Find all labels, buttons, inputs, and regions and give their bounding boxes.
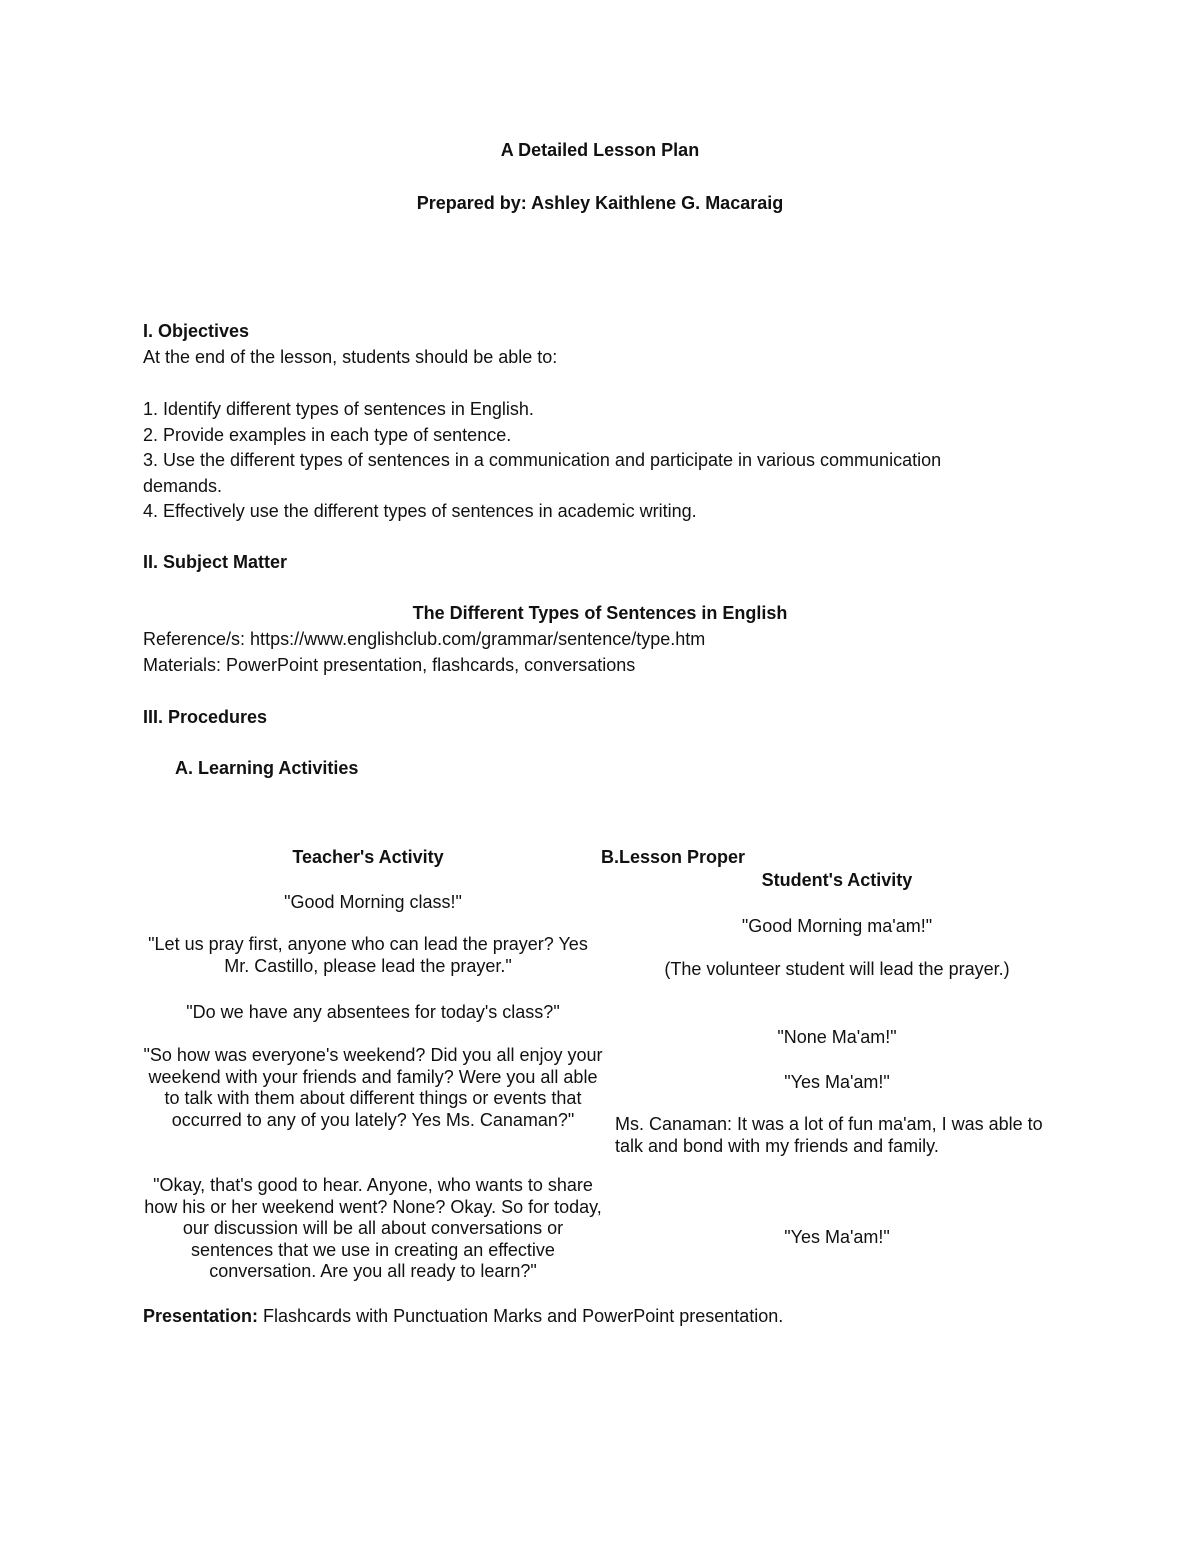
objective-item: 1. Identify different types of sentences in English. xyxy=(143,399,534,419)
document-title: A Detailed Lesson Plan xyxy=(500,140,700,160)
student-activity-heading: Student's Activity xyxy=(761,870,913,890)
subject-matter-heading: II. Subject Matter xyxy=(143,552,288,572)
lesson-topic: The Different Types of Sentences in English xyxy=(412,603,788,623)
learning-activities-heading: A. Learning Activities xyxy=(175,758,359,778)
teacher-line: "Good Morning class!" xyxy=(284,892,462,912)
reference-line: Reference/s: https://www.englishclub.com/grammar/sentence/type.htm xyxy=(143,629,706,649)
teacher-line: "So how was everyone's weekend? Did you all enjoy your weekend with your friends and family? Were you all able to talk with them about different things or events that occurred to any of you lately? Yes Ms. Canaman?" xyxy=(143,1045,603,1130)
teacher-line: "Okay, that's good to hear. Anyone, who wants to share how his or her weekend went? None? Okay. So for today, our discussion will be all about conversations or sentences that we use in creating an effective conversation. Are you all ready to learn?" xyxy=(144,1175,602,1281)
objectives-intro: At the end of the lesson, students should be able to: xyxy=(143,347,558,367)
objective-item: 4. Effectively use the different types of sentences in academic writing. xyxy=(143,501,697,521)
teacher-line: "Let us pray first, anyone who can lead the prayer? Yes Mr. Castillo, please lead the prayer." xyxy=(148,934,588,976)
presentation-text: Flashcards with Punctuation Marks and PowerPoint presentation. xyxy=(258,1306,784,1326)
objective-item: 3. Use the different types of sentences in a communication and participate in various communication xyxy=(143,450,942,470)
objectives-heading: I. Objectives xyxy=(143,321,250,341)
teacher-line: "Do we have any absentees for today's class?" xyxy=(186,1002,560,1022)
lesson-proper-heading: B.Lesson Proper xyxy=(601,847,746,867)
materials-line: Materials: PowerPoint presentation, flashcards, conversations xyxy=(143,655,636,675)
presentation-line xyxy=(143,1306,783,1327)
student-line: "Good Morning ma'am!" xyxy=(741,916,933,936)
student-line: (The volunteer student will lead the prayer.) xyxy=(664,959,1010,979)
student-line: "Yes Ma'am!" xyxy=(784,1227,890,1247)
presentation-label: Presentation: xyxy=(143,1306,259,1326)
procedures-heading: III. Procedures xyxy=(143,707,268,727)
prepared-by: Prepared by: Ashley Kaithlene G. Macaraig xyxy=(416,193,784,213)
student-line: Ms. Canaman: It was a lot of fun ma'am, I was able to talk and bond with my friends and family. xyxy=(615,1114,1043,1156)
objective-item-continuation: demands. xyxy=(143,476,223,496)
teacher-activity-heading: Teacher's Activity xyxy=(292,847,444,867)
objective-item: 2. Provide examples in each type of sentence. xyxy=(143,425,512,445)
student-line: "None Ma'am!" xyxy=(777,1027,897,1047)
student-line: "Yes Ma'am!" xyxy=(784,1072,890,1092)
